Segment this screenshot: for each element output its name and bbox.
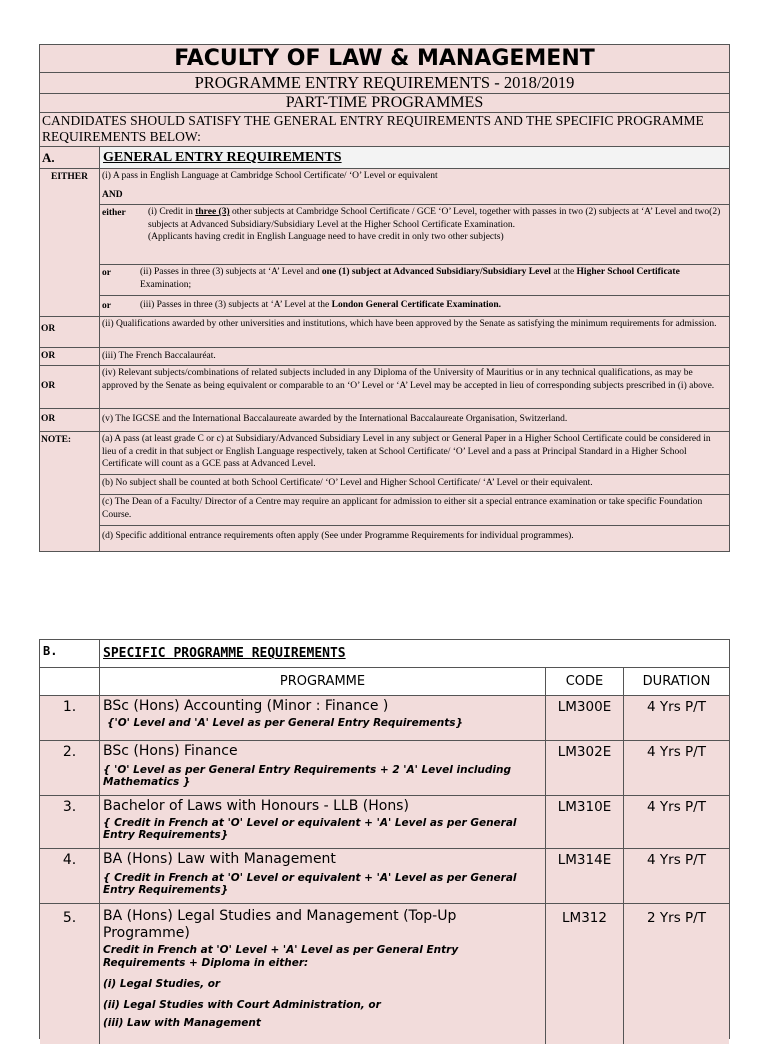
or-iv-row xyxy=(40,365,729,408)
or-label: OR xyxy=(40,317,100,347)
three-emphasis: three (3) xyxy=(195,207,230,217)
or-v-row xyxy=(40,408,729,431)
programme-title: BA (Hons) Legal Studies and Management (Top-Up Programme) xyxy=(103,908,457,941)
or-iii-block: or (iii) Passes in three (3) subjects at ‘A’ Level at the London General Certificate Examination. xyxy=(100,295,729,316)
programme-code: LM312 xyxy=(546,904,624,1044)
programme-title: BSc (Hons) Accounting (Minor : Finance ) xyxy=(103,698,389,714)
col-programme: PROGRAMME xyxy=(100,668,546,695)
programme-code: LM300E xyxy=(546,696,624,740)
and-label: AND xyxy=(102,189,123,200)
or-label: OR xyxy=(40,409,100,431)
or-iv-text: (iv) Relevant subjects/combinations of related subjects included in any Diploma of the University of Mauritius or in any technical qualifications, as may be approved by the Senate as being equivalent or comparable to an ‘O’ Level or ‘A’ Level may be accepted in lieu of corresponding subjects prescribed in (i) above. xyxy=(102,368,715,391)
programme-duration: 4 Yrs P/T xyxy=(647,699,706,715)
general-requirements-table xyxy=(39,44,730,552)
general-heading-row xyxy=(40,146,729,168)
faculty-title: FACULTY OF LAW & MANAGEMENT xyxy=(40,45,729,72)
either-block xyxy=(100,169,729,204)
general-heading: GENERAL ENTRY REQUIREMENTS xyxy=(100,147,729,168)
note-label: NOTE: xyxy=(40,432,100,551)
row-num: 1. xyxy=(40,696,100,740)
note-d-text: (d) Specific additional entrance requirements often apply (See under Programme Requirements for individual programmes). xyxy=(100,525,729,551)
programme-requirement: Credit in French at 'O' Level + 'A' Level as per General Entry Requirements + Diploma in either: xyxy=(103,944,459,969)
or-v-text: (v) The IGCSE and the International Baccalaureate awarded by the International Baccalaureate Organisation, Switzerland. xyxy=(102,414,568,424)
programme-requirement: { Credit in French at 'O' Level or equivalent + 'A' Level as per General Entry Requirements} xyxy=(103,817,517,841)
programme-row xyxy=(40,795,729,848)
programme-duration: 4 Yrs P/T xyxy=(647,852,706,868)
or-ii-block: or (ii) Passes in three (3) subjects at ‘A’ Level and one (1) subject at Advanced Subsidiary/Subsidiary Level at the Higher School Certificate Examination; xyxy=(100,264,729,295)
or-tag-ii: or xyxy=(102,268,111,278)
diploma-option: (i) Legal Studies, or xyxy=(103,978,221,990)
programme-row xyxy=(40,903,729,1044)
programme-row xyxy=(40,848,729,903)
note-a-text: (a) A pass (at least grade C or c) at Subsidiary/Advanced Subsidiary Level in any subject or General Paper in a Higher School Certificate could be considered in lieu of a credit in that subject or English Language respectively, taken at School Certificate/ ‘O’ Level and a pass at Principal Standard in a Higher School Certificate will count as a GCE pass at Advanced Level. xyxy=(102,434,711,469)
note-row xyxy=(40,431,729,551)
programme-code: LM302E xyxy=(546,741,624,795)
or-quals-text: (ii) Qualifications awarded by other universities and institutions, which have been approved by the Senate as satisfying the minimum requirements for admission. xyxy=(102,319,717,329)
column-header-row xyxy=(40,667,729,695)
programme-code: LM310E xyxy=(546,796,624,848)
programme-title: Bachelor of Laws with Honours - LLB (Hons) xyxy=(103,798,409,814)
or-tag-iii: or xyxy=(102,301,111,311)
part-time-title: PART-TIME PROGRAMMES xyxy=(40,93,729,112)
programme-requirement: {'O' Level and 'A' Level as per General Entry Requirements} xyxy=(107,717,464,729)
either-note: (Applicants having credit in English Language need to have credit in only two other subjects) xyxy=(148,232,504,242)
specific-heading-row xyxy=(40,640,729,667)
row-num: 2. xyxy=(40,741,100,795)
note-c-text: (c) The Dean of a Faculty/ Director of a Centre may require an applicant for admission to either sit a special entrance examination or take specific Foundation Course. xyxy=(100,494,729,525)
programme-requirement: { 'O' Level as per General Entry Requirements + 2 'A' Level including Mathematics } xyxy=(103,764,512,788)
either-i-text: (i) A pass in English Language at Cambridge School Certificate/ ‘O’ Level or equivalent xyxy=(102,171,438,181)
diploma-option: (ii) Legal Studies with Court Administration, or xyxy=(103,999,381,1011)
either-row xyxy=(40,168,729,316)
programme-duration: 2 Yrs P/T xyxy=(647,910,706,926)
or-french-text: (iii) The French Baccalauréat. xyxy=(102,351,216,361)
or-label: OR xyxy=(40,366,100,408)
programme-title: BA (Hons) Law with Management xyxy=(103,851,336,867)
programme-requirement: { Credit in French at 'O' Level or equivalent + 'A' Level as per General Entry Requirements} xyxy=(103,872,517,896)
programme-code: LM314E xyxy=(546,849,624,903)
row-num: 4. xyxy=(40,849,100,903)
or-quals-row xyxy=(40,316,729,347)
programme-title: BSc (Hons) Finance xyxy=(103,743,238,759)
programme-duration: 4 Yrs P/T xyxy=(647,799,706,815)
specific-heading: SPECIFIC PROGRAMME REQUIREMENTS xyxy=(103,646,346,661)
programme-row xyxy=(40,740,729,795)
col-duration: DURATION xyxy=(642,674,711,689)
diploma-option: (iii) Law with Management xyxy=(103,1017,261,1029)
programme-row xyxy=(40,695,729,740)
row-num: 5. xyxy=(40,904,100,1044)
programme-duration: 4 Yrs P/T xyxy=(647,744,706,760)
either-credit-block: either (i) Credit in three (3) other subjects at Cambridge School Certificate / GCE ‘O’ Level, together with passes in two (2) subjects at ‘A’ Level and two(2) subjects at Advanced Subsidiary/Subsidiary Level at the Higher School Certificate Examination. (Applicants having credit in English Language need to have credit in only two other subjects) xyxy=(100,204,729,264)
header-num-cell xyxy=(40,668,100,695)
col-code: CODE xyxy=(546,668,624,695)
note-b-text: (b) No subject shall be counted at both School Certificate/ ‘O’ Level and Higher School Certificate/ ‘A’ Level or their equivalent. xyxy=(100,474,729,494)
or-label: OR xyxy=(40,348,100,365)
candidates-note: CANDIDATES SHOULD SATISFY THE GENERAL ENTRY REQUIREMENTS AND THE SPECIFIC PROGRAMME REQUIREMENTS BELOW: xyxy=(40,112,729,146)
a-label: A. xyxy=(40,147,100,168)
specific-requirements-table xyxy=(39,639,730,1039)
b-label: B. xyxy=(40,640,100,667)
or-french-row xyxy=(40,347,729,365)
either-tag: either xyxy=(102,208,126,218)
programme-entry-title: PROGRAMME ENTRY REQUIREMENTS - 2018/2019 xyxy=(40,72,729,93)
row-num: 3. xyxy=(40,796,100,848)
either-label: EITHER xyxy=(40,169,100,316)
